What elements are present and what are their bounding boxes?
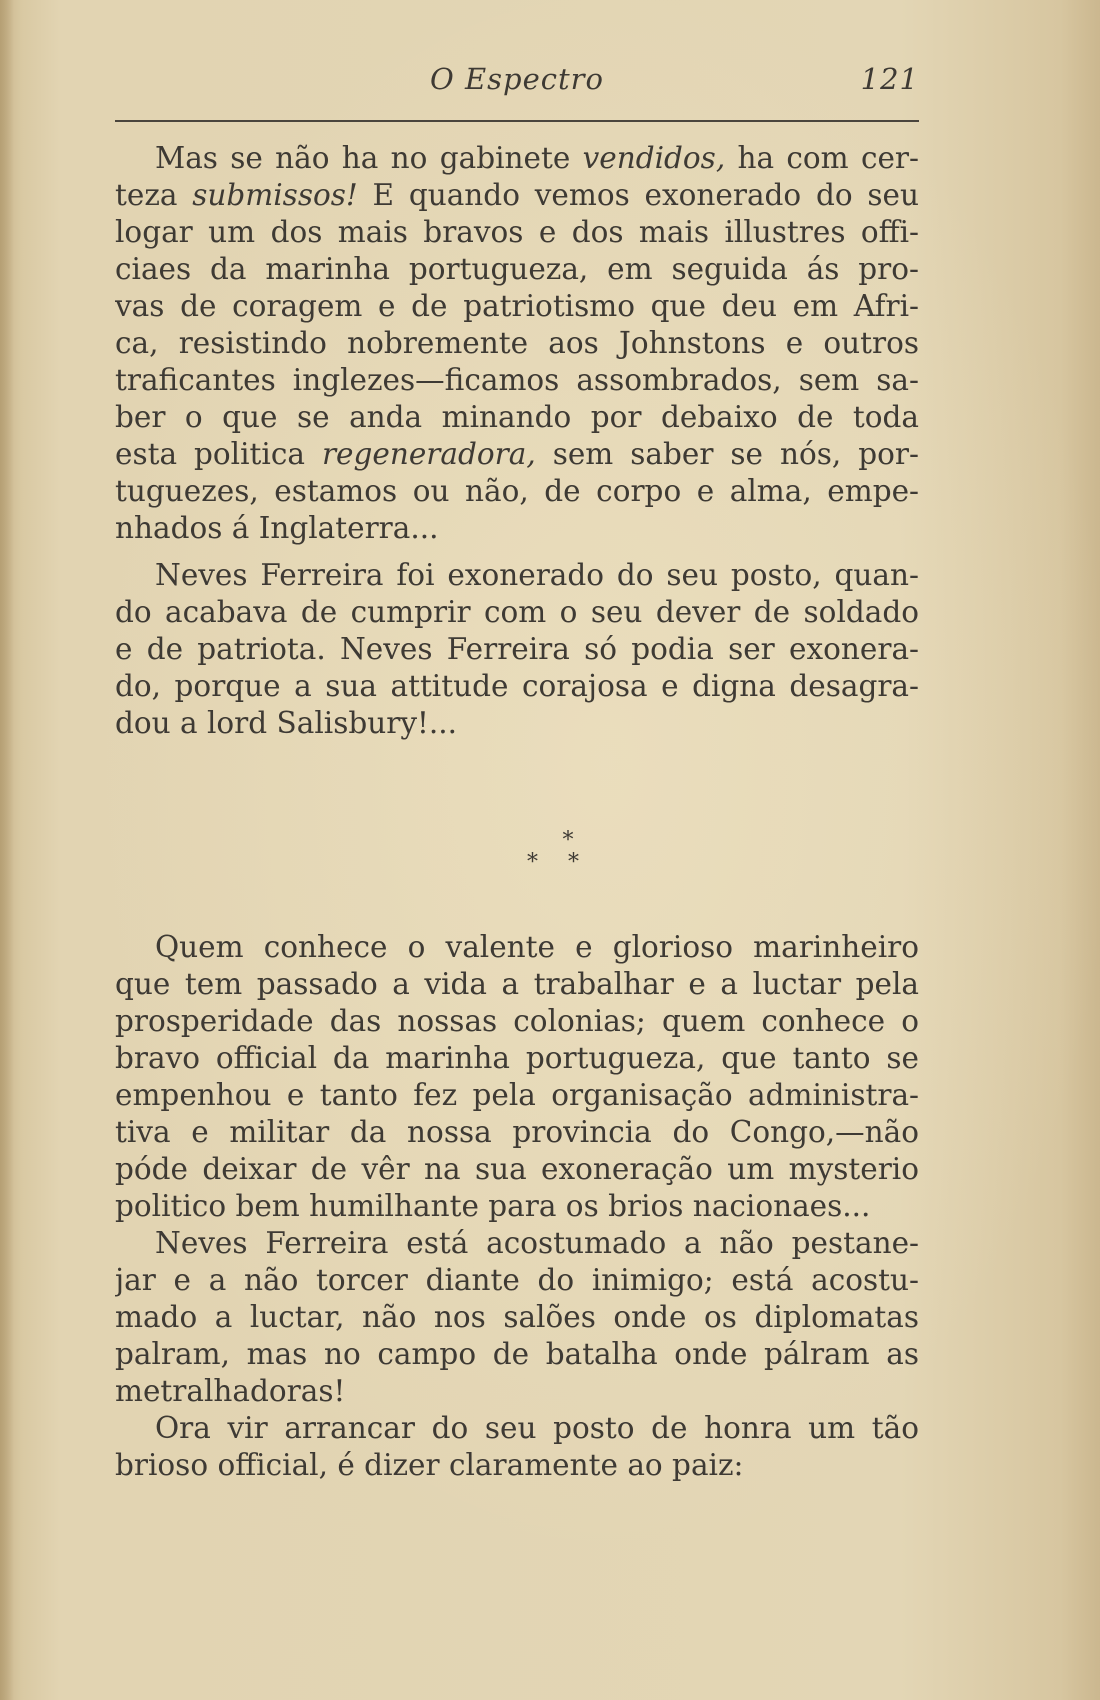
paragraph-2 xyxy=(115,557,919,742)
text-run: Mas se não ha no gabinete xyxy=(155,141,583,175)
italic-run: vendidos, xyxy=(582,141,726,175)
text-line: Quem conhece o valente e glorioso marinheiro xyxy=(155,930,919,964)
text-line: Neves Ferreira está acostumado a não pestane- xyxy=(155,1226,919,1260)
text-line: ca, resistindo nobremente aos Johnstons e outros xyxy=(115,326,919,360)
text-line: Ora vir arrancar do seu posto de honra um tão xyxy=(155,1411,919,1445)
asterism-top: * xyxy=(562,828,574,853)
text-line: brioso official, é dizer claramente ao paiz: xyxy=(115,1448,744,1482)
text-line: ciaes da marinha portugueza, em seguida ás pro- xyxy=(115,252,919,286)
header-rule xyxy=(115,120,919,122)
text-line: logar um dos mais bravos e dos mais illustres offi- xyxy=(115,215,919,249)
paragraph-5 xyxy=(115,1410,919,1484)
text-run: sem saber se nós, por- xyxy=(535,437,919,471)
text-line: do acabava de cumprir com o seu dever de soldado xyxy=(115,595,919,629)
running-title: O Espectro xyxy=(430,62,604,96)
text-line: bravo official da marinha portugueza, que tanto se xyxy=(115,1041,919,1075)
text-line xyxy=(115,177,919,214)
text-line: ber o que se anda minando por debaixo de toda xyxy=(115,400,919,434)
text-line: do, porque a sua attitude corajosa e digna desagra- xyxy=(115,669,919,703)
text-line: politico bem humilhante para os brios nacionaes... xyxy=(115,1189,871,1223)
text-run: E quando vemos exonerado do seu xyxy=(357,178,919,212)
italic-run: submissos! xyxy=(192,178,358,212)
text-line: Neves Ferreira foi exonerado do seu posto, quan- xyxy=(155,558,919,592)
text-line: póde deixar de vêr na sua exoneração um mysterio xyxy=(115,1152,919,1186)
asterism-bottom: ** xyxy=(527,850,609,875)
paragraph-4 xyxy=(115,1225,919,1410)
text-line: empenhou e tanto fez pela organisação administra- xyxy=(115,1078,919,1112)
text-line xyxy=(115,436,919,473)
paragraph-3 xyxy=(115,929,919,1225)
text-run: esta politica xyxy=(115,437,322,471)
text-line: jar e a não torcer diante do inimigo; está acostu- xyxy=(115,1263,919,1297)
text-run: teza xyxy=(115,178,193,212)
asterism-ornament xyxy=(0,830,1100,874)
text-line: prosperidade das nossas colonias; quem conhece o xyxy=(115,1004,919,1038)
italic-run: regeneradora, xyxy=(321,437,536,471)
text-line: vas de coragem e de patriotismo que deu em Afri- xyxy=(115,289,919,323)
text-line: dou a lord Salisbury!... xyxy=(115,706,457,740)
text-line: traficantes inglezes—ficamos assombrados, sem sa- xyxy=(115,363,919,397)
page-number: 121 xyxy=(860,62,919,96)
text-line: metralhadoras! xyxy=(115,1374,346,1408)
running-header xyxy=(115,62,919,102)
text-line: tiva e militar da nossa provincia do Congo,—não xyxy=(115,1115,919,1149)
text-line: mado a luctar, não nos salões onde os diplomatas xyxy=(115,1300,919,1334)
text-line: que tem passado a vida a trabalhar e a luctar pela xyxy=(115,967,919,1001)
text-line: palram, mas no campo de batalha onde pálram as xyxy=(115,1337,919,1371)
text-line: nhados á Inglaterra... xyxy=(115,511,439,545)
text-line xyxy=(115,140,919,177)
text-run: ha com cer- xyxy=(725,141,919,175)
text-line: tuguezes, estamos ou não, de corpo e alma, empe- xyxy=(115,474,919,508)
paragraph-1 xyxy=(115,140,919,547)
text-line: e de patriota. Neves Ferreira só podia ser exonera- xyxy=(115,632,919,666)
